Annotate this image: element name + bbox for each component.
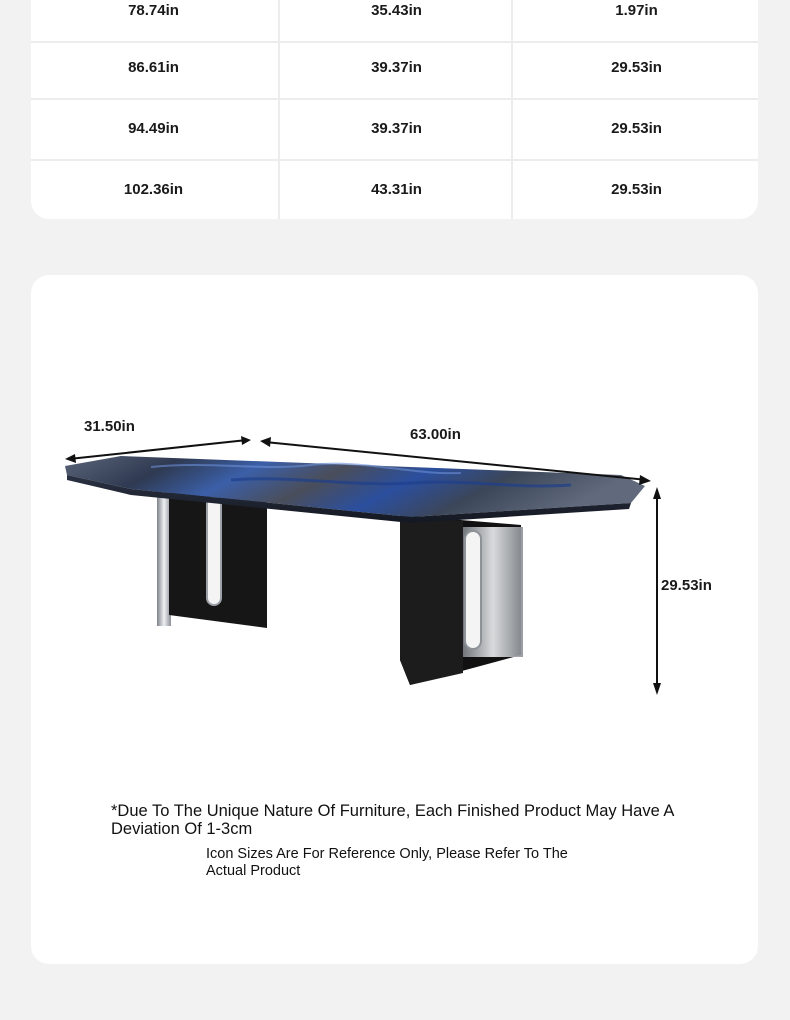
table-row: [31, 37, 758, 100]
icon-size-disclaimer: Icon Sizes Are For Reference Only, Please Refer To The Actual Product: [206, 846, 568, 879]
table-row: [31, 98, 758, 161]
width-cell: 39.37in: [278, 98, 513, 159]
table-row: [31, 159, 758, 219]
height-label: 29.53in: [661, 577, 712, 594]
height-cell: 29.53in: [511, 159, 758, 219]
width-cell: 35.43in: [278, 0, 513, 41]
right-leg: [400, 515, 523, 685]
length-cell: 86.61in: [128, 59, 179, 76]
dining-table-illustration: [31, 275, 758, 775]
height-dimension-arrow: [653, 487, 661, 695]
length-cell: 102.36in: [123, 181, 184, 198]
size-table: [31, 0, 758, 219]
depth-label: 31.50in: [84, 418, 135, 435]
left-leg: [157, 488, 267, 628]
height-cell: 29.53in: [511, 37, 758, 98]
product-dimension-card: [31, 275, 758, 964]
length-cell: 94.49in: [128, 120, 179, 137]
height-cell: 1.97in: [511, 0, 758, 41]
marble-table-top: [65, 456, 645, 523]
deviation-note: *Due To The Unique Nature Of Furniture, Each Finished Product May Have A Deviation Of 1-3cm: [111, 802, 674, 838]
width-cell: 39.37in: [278, 37, 513, 98]
height-cell: 29.53in: [511, 98, 758, 159]
length-cell: 78.74in: [128, 2, 179, 19]
width-cell: 43.31in: [278, 159, 513, 219]
length-label: 63.00in: [410, 426, 461, 443]
